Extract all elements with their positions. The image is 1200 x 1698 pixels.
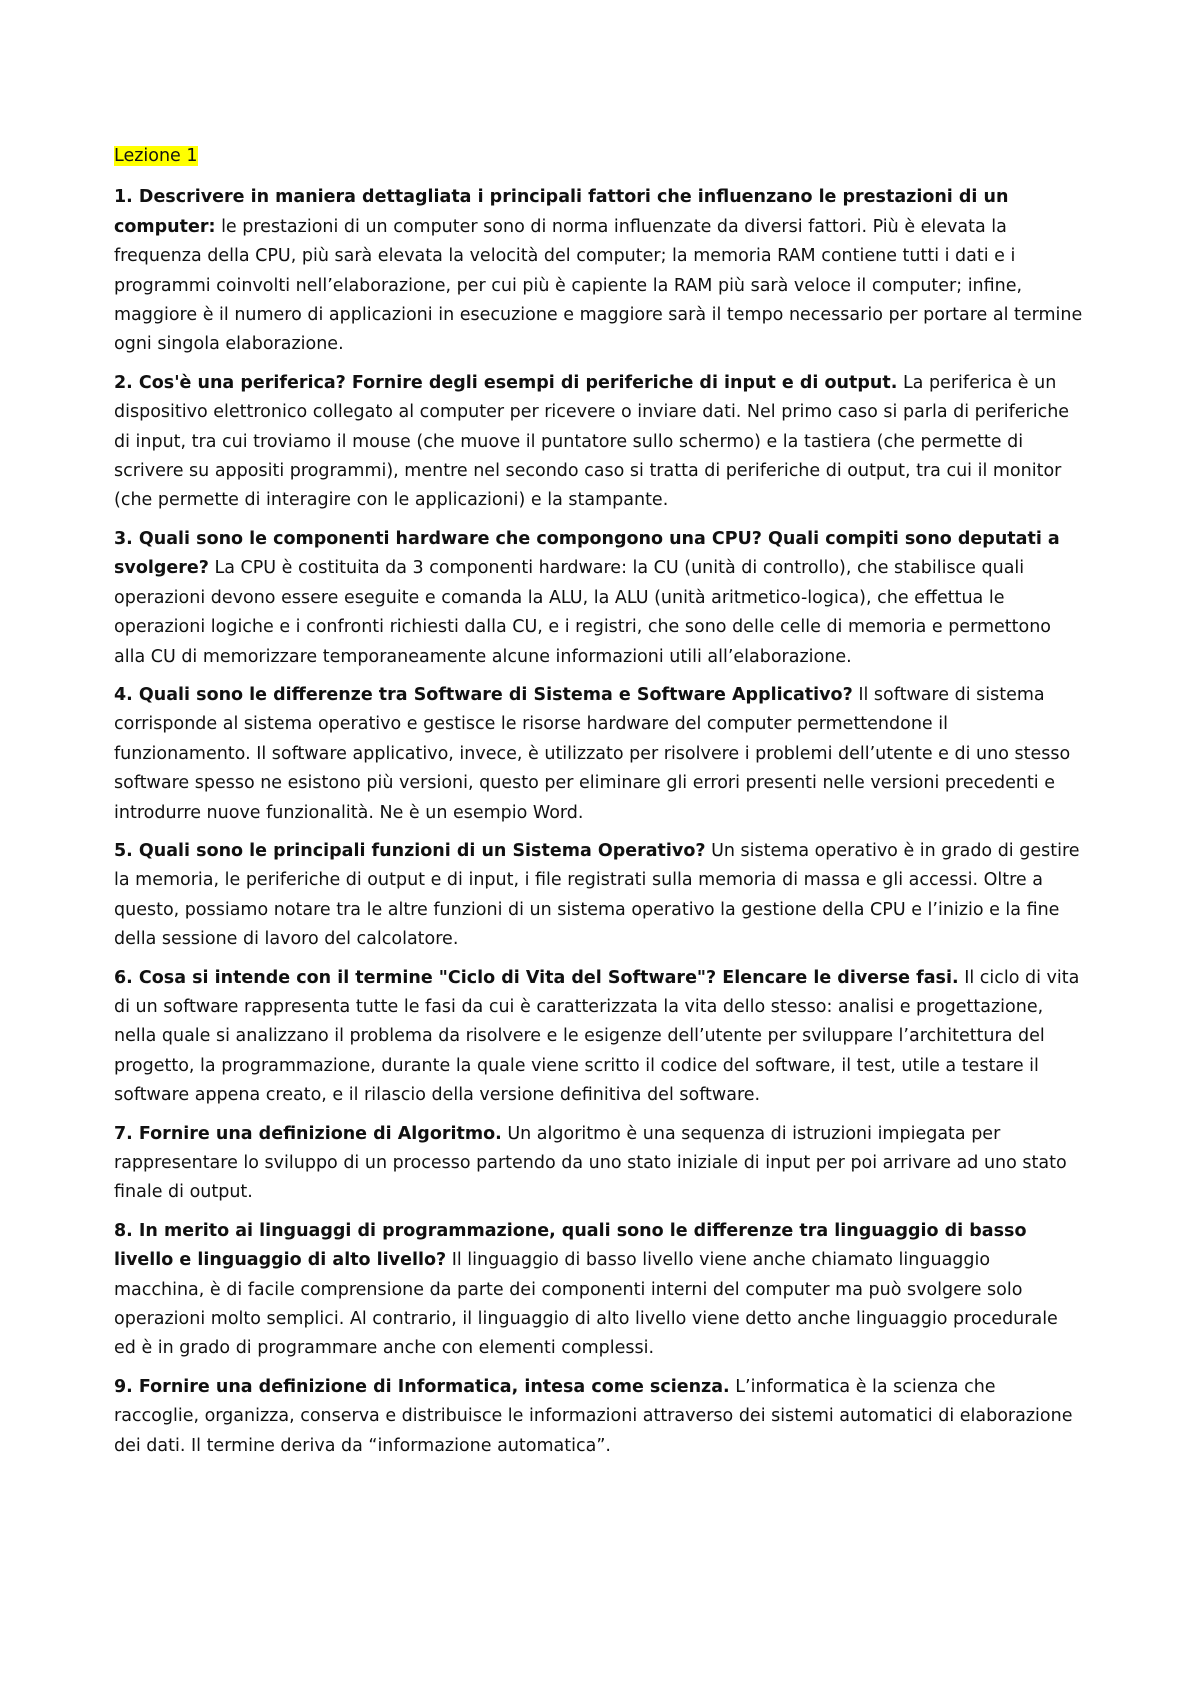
answer-5: Un sistema operativo è in grado di gestire la memoria, le periferiche di output e di input, i file registrati sulla memoria di massa e gli accessi. Oltre a questo, possiamo notare tra le altre funzioni di un sistema operativo la gestione della CPU e l’inizio e la fine della sessione di lavoro del calcolatore.: [114, 840, 1080, 950]
qa-paragraph-8: [114, 1217, 1084, 1364]
qa-paragraph-9: [114, 1373, 1084, 1461]
qa-paragraph-6: [114, 964, 1084, 1111]
qa-paragraph-4: [114, 681, 1084, 828]
answer-1: le prestazioni di un computer sono di norma influenzate da diversi fattori. Più è elevata la frequenza della CPU, più sarà elevata la velocità del computer; la memoria RAM contiene tutti i dati e i programmi coinvolti nell’elaborazione, per cui più è capiente la RAM più sarà veloce il computer; infine, maggiore è il numero di applicazioni in esecuzione e maggiore sarà il tempo necessario per portare al termine ogni singola elaborazione.: [114, 216, 1083, 355]
answer-2: La periferica è un dispositivo elettronico collegato al computer per ricevere o inviare dati. Nel primo caso si parla di periferiche di input, tra cui troviamo il mouse (che muove il puntatore sullo schermo) e la tastiera (che permette di scrivere su appositi programmi), mentre nel secondo caso si tratta di periferiche di output, tra cui il monitor (che permette di interagire con le applicazioni) e la stampante.: [114, 372, 1070, 511]
lesson-heading: [114, 142, 1084, 171]
qa-paragraph-1: [114, 183, 1084, 359]
question-4: 4. Quali sono le differenze tra Software di Sistema e Software Applicativo?: [114, 684, 853, 705]
question-6: 6. Cosa si intende con il termine "Ciclo di Vita del Software"? Elencare le diverse fasi.: [114, 967, 959, 988]
answer-8: Il linguaggio di basso livello viene anche chiamato linguaggio macchina, è di facile comprensione da parte dei componenti interni del computer ma può svolgere solo operazioni molto semplici. Al contrario, il linguaggio di alto livello viene detto anche linguaggio procedurale ed è in grado di programmare anche con elementi complessi.: [114, 1250, 1058, 1359]
answer-3: La CPU è costituita da 3 componenti hardware: la CU (unità di controllo), che stabilisce quali operazioni devono essere eseguite e comanda la ALU, la ALU (unità aritmetico-logica), che effettua le operazioni logiche e i confronti richiesti dalla CU, e i registri, che sono delle celle di memoria e permettono alla CU di memorizzare temporaneamente alcune informazioni utili all’elaborazione.: [114, 558, 1052, 667]
question-5: 5. Quali sono le principali funzioni di un Sistema Operativo?: [114, 840, 706, 861]
question-3: 3. Quali sono le componenti hardware che compongono una CPU? Quali compiti sono deputati a svolgere?: [114, 528, 1060, 579]
question-1: 1. Descrivere in maniera dettagliata i principali fattori che influenzano le prestazioni di un computer:: [114, 187, 1009, 237]
answer-9: L’informatica è la scienza che raccoglie, organizza, conserva e distribuisce le informazioni attraverso dei sistemi automatici di elaborazione dei dati. Il termine deriva da “informazione automatica”.: [114, 1376, 1073, 1456]
question-8: 8. In merito ai linguaggi di programmazione, quali sono le differenze tra linguaggio di basso livello e linguaggio di alto livello?: [114, 1220, 1027, 1271]
qa-paragraph-2: [114, 369, 1084, 516]
qa-paragraph-7: [114, 1120, 1084, 1208]
question-2: 2. Cos'è una periferica? Fornire degli esempi di periferiche di input e di output.: [114, 372, 898, 393]
question-9: 9. Fornire una definizione di Informatica, intesa come scienza.: [114, 1376, 730, 1397]
qa-paragraph-5: [114, 837, 1084, 955]
answer-6: Il ciclo di vita di un software rappresenta tutte le fasi da cui è caratterizzata la vita dello stesso: analisi e progettazione, nella quale si analizzano il problema da risolvere e le esigenze dell’utente per sviluppare l’architettura del progetto, la programmazione, durante la quale viene scritto il codice del software, il test, utile a testare il software appena creato, e il rilascio della versione definitiva del software.: [114, 967, 1080, 1106]
lesson-heading-text: Lezione 1: [114, 146, 198, 166]
answer-7: Un algoritmo è una sequenza di istruzioni impiegata per rappresentare lo sviluppo di un processo partendo da uno stato iniziale di input per poi arrivare ad uno stato finale di output.: [114, 1123, 1067, 1203]
question-7: 7. Fornire una definizione di Algoritmo.: [114, 1123, 502, 1144]
document-body: [114, 142, 1084, 1470]
answer-4: Il software di sistema corrisponde al sistema operativo e gestisce le risorse hardware del computer permettendone il funzionamento. Il software applicativo, invece, è utilizzato per risolvere i problemi dell’utente e di uno stesso software spesso ne esistono più versioni, questo per eliminare gli errori presenti nelle versioni precedenti e introdurre nuove funzionalità. Ne è un esempio Word.: [114, 684, 1071, 823]
qa-paragraph-3: [114, 525, 1084, 672]
